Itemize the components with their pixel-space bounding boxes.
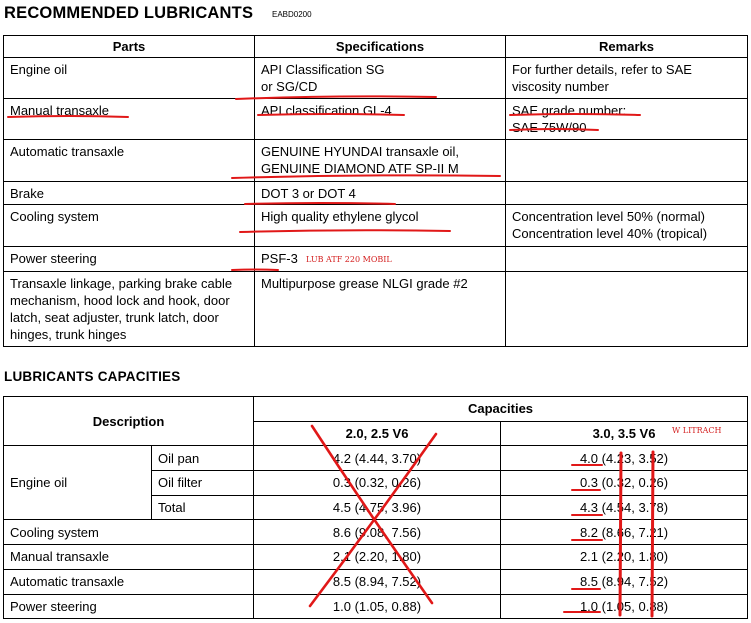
row-label: Cooling system — [4, 520, 254, 545]
row-label: Oil filter — [152, 471, 254, 496]
table-row — [4, 140, 748, 182]
spec-cell: PSF-3 — [255, 247, 506, 272]
capacity-cell: 0.3 (0.32, 0.26) — [501, 471, 748, 496]
capacity-cell: 8.2 (8.66, 7.21) — [501, 520, 748, 545]
table-row — [4, 182, 748, 205]
header-engine-2-0-2-5: 2.0, 2.5 V6 — [254, 421, 501, 446]
section-title-lubricants-capacities: LUBRICANTS CAPACITIES — [4, 369, 181, 384]
part-cell: Automatic transaxle — [4, 140, 255, 182]
table-row — [4, 545, 748, 570]
row-label: Total — [152, 495, 254, 520]
handwritten-note-power-steering: LUB ATF 220 MOBIL — [306, 255, 392, 264]
spec-cell: Multipurpose grease NLGI grade #2 — [255, 272, 506, 347]
remarks-cell — [506, 182, 748, 205]
table-row — [4, 594, 748, 619]
row-label: Manual transaxle — [4, 545, 254, 570]
row-label: Automatic transaxle — [4, 569, 254, 594]
capacity-cell: 1.0 (1.05, 0.88) — [501, 594, 748, 619]
table-header-row — [4, 36, 748, 58]
table-row — [4, 99, 748, 140]
row-label: Power steering — [4, 594, 254, 619]
spec-cell: GENUINE HYUNDAI transaxle oil, GENUINE DIAMOND ATF SP-II M — [255, 140, 506, 182]
part-cell: Transaxle linkage, parking brake cable mechanism, hood lock and hook, door latch, seat adjuster, trunk latch, door hinges, trunk hinges — [4, 272, 255, 347]
section-title-recommended-lubricants: RECOMMENDED LUBRICANTS — [4, 4, 254, 22]
part-cell: Engine oil — [4, 58, 255, 99]
capacity-cell: 8.5 (8.94, 7.52) — [254, 569, 501, 594]
spec-cell: DOT 3 or DOT 4 — [255, 182, 506, 205]
capacity-cell: 8.5 (8.94, 7.52) — [501, 569, 748, 594]
capacity-cell: 1.0 (1.05, 0.88) — [254, 594, 501, 619]
capacity-cell: 8.6 (9.08, 7.56) — [254, 520, 501, 545]
row-label: Oil pan — [152, 446, 254, 471]
spec-cell: High quality ethylene glycol — [255, 205, 506, 247]
capacity-cell: 4.3 (4.54, 3.78) — [501, 495, 748, 520]
capacity-cell: 4.0 (4.23, 3.52) — [501, 446, 748, 471]
header-capacities: Capacities — [254, 397, 748, 422]
engine-oil-label: Engine oil — [4, 446, 152, 520]
table-row — [4, 446, 748, 471]
capacity-cell: 2.1 (2.20, 1.80) — [254, 545, 501, 570]
remarks-cell: For further details, refer to SAE viscosity number — [506, 58, 748, 99]
remarks-cell — [506, 247, 748, 272]
header-parts: Parts — [4, 36, 255, 58]
header-description: Description — [4, 397, 254, 446]
spec-cell: API Classification SG or SG/CD — [255, 58, 506, 99]
remarks-cell — [506, 140, 748, 182]
header-remarks: Remarks — [506, 36, 748, 58]
lubricants-capacities-table — [3, 396, 748, 619]
remarks-cell: SAE grade number: SAE 75W/90 — [506, 99, 748, 140]
part-cell: Brake — [4, 182, 255, 205]
capacity-cell: 4.5 (4.75, 3.96) — [254, 495, 501, 520]
table-header-row — [4, 397, 748, 422]
table-row — [4, 569, 748, 594]
capacity-cell: 2.1 (2.20, 1.80) — [501, 545, 748, 570]
capacity-cell: 0.3 (0.32, 0.26) — [254, 471, 501, 496]
table-row — [4, 520, 748, 545]
part-cell: Manual transaxle — [4, 99, 255, 140]
remarks-cell: Concentration level 50% (normal) Concentration level 40% (tropical) — [506, 205, 748, 247]
table-row — [4, 205, 748, 247]
handwritten-note-capacities: W LITRACH — [672, 426, 722, 435]
capacity-cell: 4.2 (4.44, 3.70) — [254, 446, 501, 471]
part-cell: Cooling system — [4, 205, 255, 247]
table-row — [4, 272, 748, 347]
part-cell: Power steering — [4, 247, 255, 272]
section-code: EABD0200 — [272, 10, 312, 19]
remarks-cell — [506, 272, 748, 347]
table-row — [4, 58, 748, 99]
recommended-lubricants-table — [3, 35, 748, 347]
spec-cell: API classification GL-4 — [255, 99, 506, 140]
header-specifications: Specifications — [255, 36, 506, 58]
header-engine-3-0-3-5: 3.0, 3.5 V6 — [501, 421, 748, 446]
